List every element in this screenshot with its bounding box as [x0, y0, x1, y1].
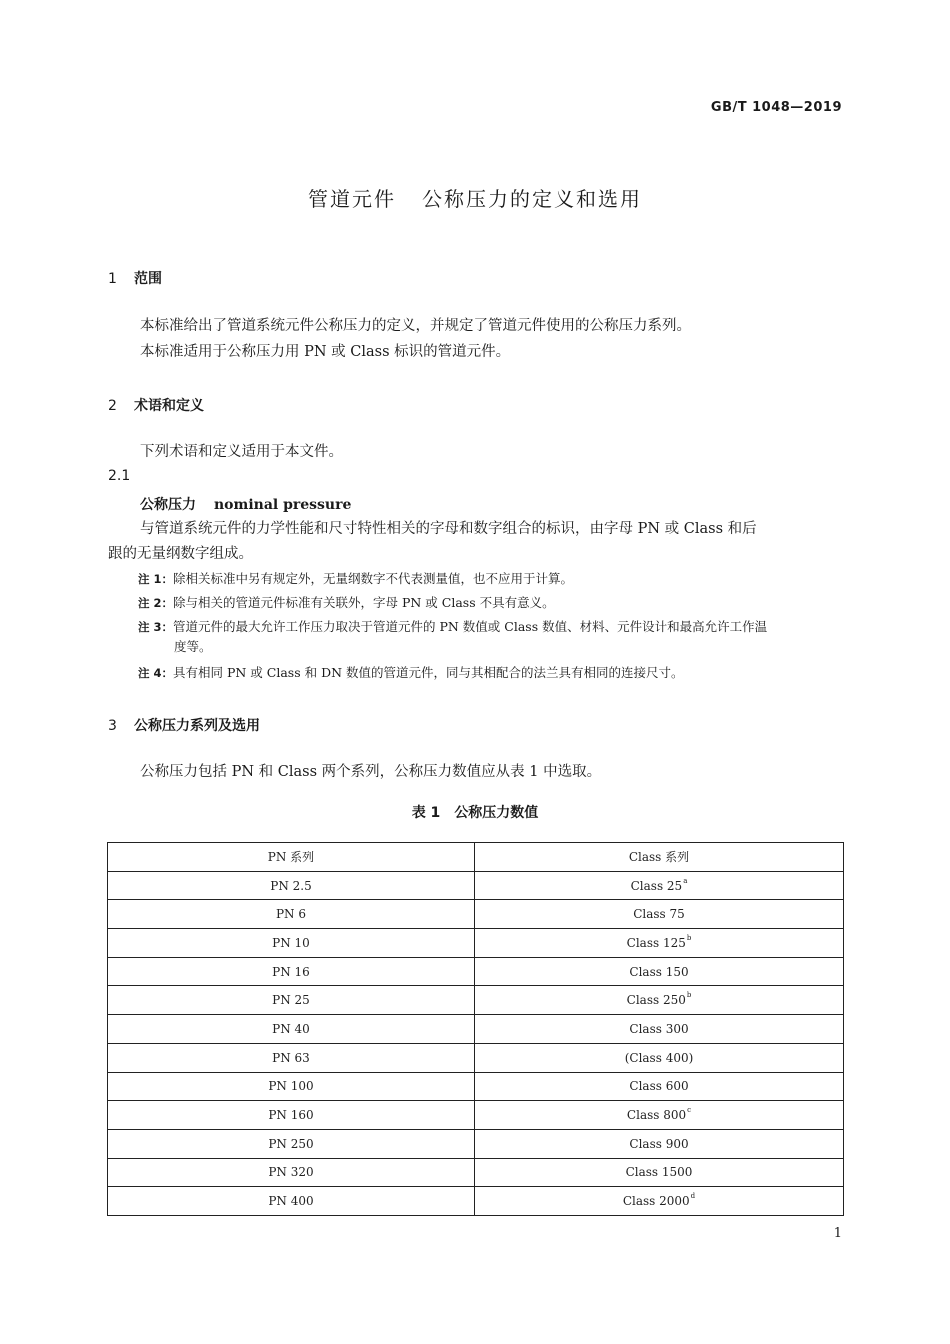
class-value: Class 150	[629, 964, 689, 979]
section-number: 3	[108, 718, 117, 734]
note-text: 除相关标准中另有规定外，无量纲数字不代表测量值，也不应用于计算。	[173, 571, 574, 586]
pn-value-cell: PN 63	[108, 1043, 475, 1072]
class-value: Class 25	[630, 878, 683, 893]
section-1-heading	[108, 268, 162, 288]
table-row	[108, 871, 844, 900]
header-pn-series: PN 系列	[108, 843, 475, 872]
class-value-cell	[475, 986, 844, 1015]
pn-value-cell: PN 40	[108, 1015, 475, 1044]
table-row	[108, 1101, 844, 1130]
footnote-marker: a	[683, 876, 688, 885]
definition-line-1: 与管道系统元件的力学性能和尺寸特性相关的字母和数字组合的标识，由字母 PN 或 Class 和后	[140, 521, 757, 537]
note-label: 注 3：	[138, 620, 174, 634]
table-body	[108, 871, 844, 1215]
table-caption	[0, 802, 950, 822]
pn-value-cell: PN 25	[108, 986, 475, 1015]
footnote-marker: b	[686, 991, 692, 1000]
page-number: 1	[833, 1226, 842, 1241]
pn-value-cell: PN 10	[108, 929, 475, 958]
pn-value-cell: PN 320	[108, 1158, 475, 1187]
class-value-cell	[475, 1129, 844, 1158]
section-1-para-2: 本标准适用于公称压力用 PN 或 Class 标识的管道元件。	[140, 344, 511, 360]
table-row	[108, 1129, 844, 1158]
section-2-heading	[108, 395, 204, 415]
footnote-marker: c	[687, 1106, 692, 1115]
class-value-cell	[475, 1072, 844, 1101]
section-3-heading	[108, 715, 260, 735]
pn-value-cell: PN 160	[108, 1101, 475, 1130]
table-row	[108, 1158, 844, 1187]
class-value: Class 900	[629, 1136, 689, 1151]
note-1	[138, 569, 843, 589]
note-4	[138, 663, 843, 683]
note-3	[138, 617, 843, 657]
table-row	[108, 900, 844, 929]
footnote-marker: d	[690, 1192, 696, 1201]
pn-value-cell: PN 2.5	[108, 871, 475, 900]
class-value-cell	[475, 1043, 844, 1072]
note-text: 管道元件的最大允许工作压力取决于管道元件的 PN 数值或 Class 数值、材料、元件设计和最高允许工作温	[173, 619, 768, 634]
pressure-table	[107, 842, 844, 1216]
table-row	[108, 986, 844, 1015]
section-1-para-1: 本标准给出了管道系统元件公称压力的定义，并规定了管道元件使用的公称压力系列。	[140, 318, 691, 334]
note-text: 除与相关的管道元件标准有关联外，字母 PN 或 Class 不具有意义。	[173, 595, 555, 610]
class-value: Class 1500	[625, 1165, 693, 1180]
note-text: 具有相同 PN 或 Class 和 DN 数值的管道元件，同与其相配合的法兰具有相同的连接尺寸。	[173, 665, 684, 680]
class-value-cell	[475, 871, 844, 900]
section-title: 公称压力系列及选用	[134, 718, 260, 734]
table-row	[108, 929, 844, 958]
term-entry	[140, 494, 351, 514]
class-value-cell	[475, 1158, 844, 1187]
table-row	[108, 1043, 844, 1072]
title-part-1: 管道元件	[308, 187, 396, 211]
pn-value-cell: PN 6	[108, 900, 475, 929]
class-value-cell	[475, 900, 844, 929]
table-header-row	[108, 843, 844, 872]
title-part-2: 公称压力的定义和选用	[422, 187, 642, 211]
table-row	[108, 1187, 844, 1216]
pn-value-cell: PN 250	[108, 1129, 475, 1158]
table-caption-title: 公称压力数值	[454, 805, 539, 821]
table-caption-number: 表 1	[411, 805, 441, 821]
class-value-cell	[475, 929, 844, 958]
footnote-marker: b	[686, 933, 692, 942]
class-value-cell	[475, 1187, 844, 1216]
class-value: Class 125	[626, 935, 686, 950]
pn-value-cell: PN 400	[108, 1187, 475, 1216]
clause-number: 2.1	[108, 468, 131, 484]
note-label: 注 4：	[138, 666, 174, 680]
note-label: 注 2：	[138, 596, 174, 610]
class-value: (Class 400)	[624, 1050, 694, 1065]
table-row	[108, 957, 844, 986]
section-2-intro: 下列术语和定义适用于本文件。	[140, 444, 343, 460]
table-row	[108, 1072, 844, 1101]
standard-code: GB/T 1048—2019	[710, 100, 842, 115]
section-title: 范围	[134, 271, 162, 287]
note-continuation: 度等。	[174, 639, 212, 654]
section-number: 2	[108, 398, 117, 414]
note-label: 注 1：	[138, 572, 174, 586]
header-class-series: Class 系列	[475, 843, 844, 872]
class-value-cell	[475, 957, 844, 986]
class-value: Class 800	[626, 1108, 687, 1123]
term-english: nominal pressure	[214, 497, 352, 513]
class-value: Class 250	[626, 993, 686, 1008]
pn-value-cell: PN 100	[108, 1072, 475, 1101]
section-title: 术语和定义	[134, 398, 204, 414]
class-value: Class 300	[629, 1021, 689, 1036]
section-3-para: 公称压力包括 PN 和 Class 两个系列，公称压力数值应从表 1 中选取。	[140, 764, 602, 780]
note-2	[138, 593, 843, 613]
class-value: Class 75	[633, 907, 685, 922]
document-title	[0, 183, 950, 212]
table-row	[108, 1015, 844, 1044]
pn-value-cell: PN 16	[108, 957, 475, 986]
definition-line-2: 跟的无量纲数字组成。	[108, 546, 253, 562]
section-number: 1	[108, 271, 117, 287]
class-value: Class 2000	[622, 1194, 690, 1209]
class-value-cell	[475, 1101, 844, 1130]
class-value-cell	[475, 1015, 844, 1044]
term-chinese: 公称压力	[140, 497, 196, 513]
class-value: Class 600	[629, 1079, 689, 1094]
